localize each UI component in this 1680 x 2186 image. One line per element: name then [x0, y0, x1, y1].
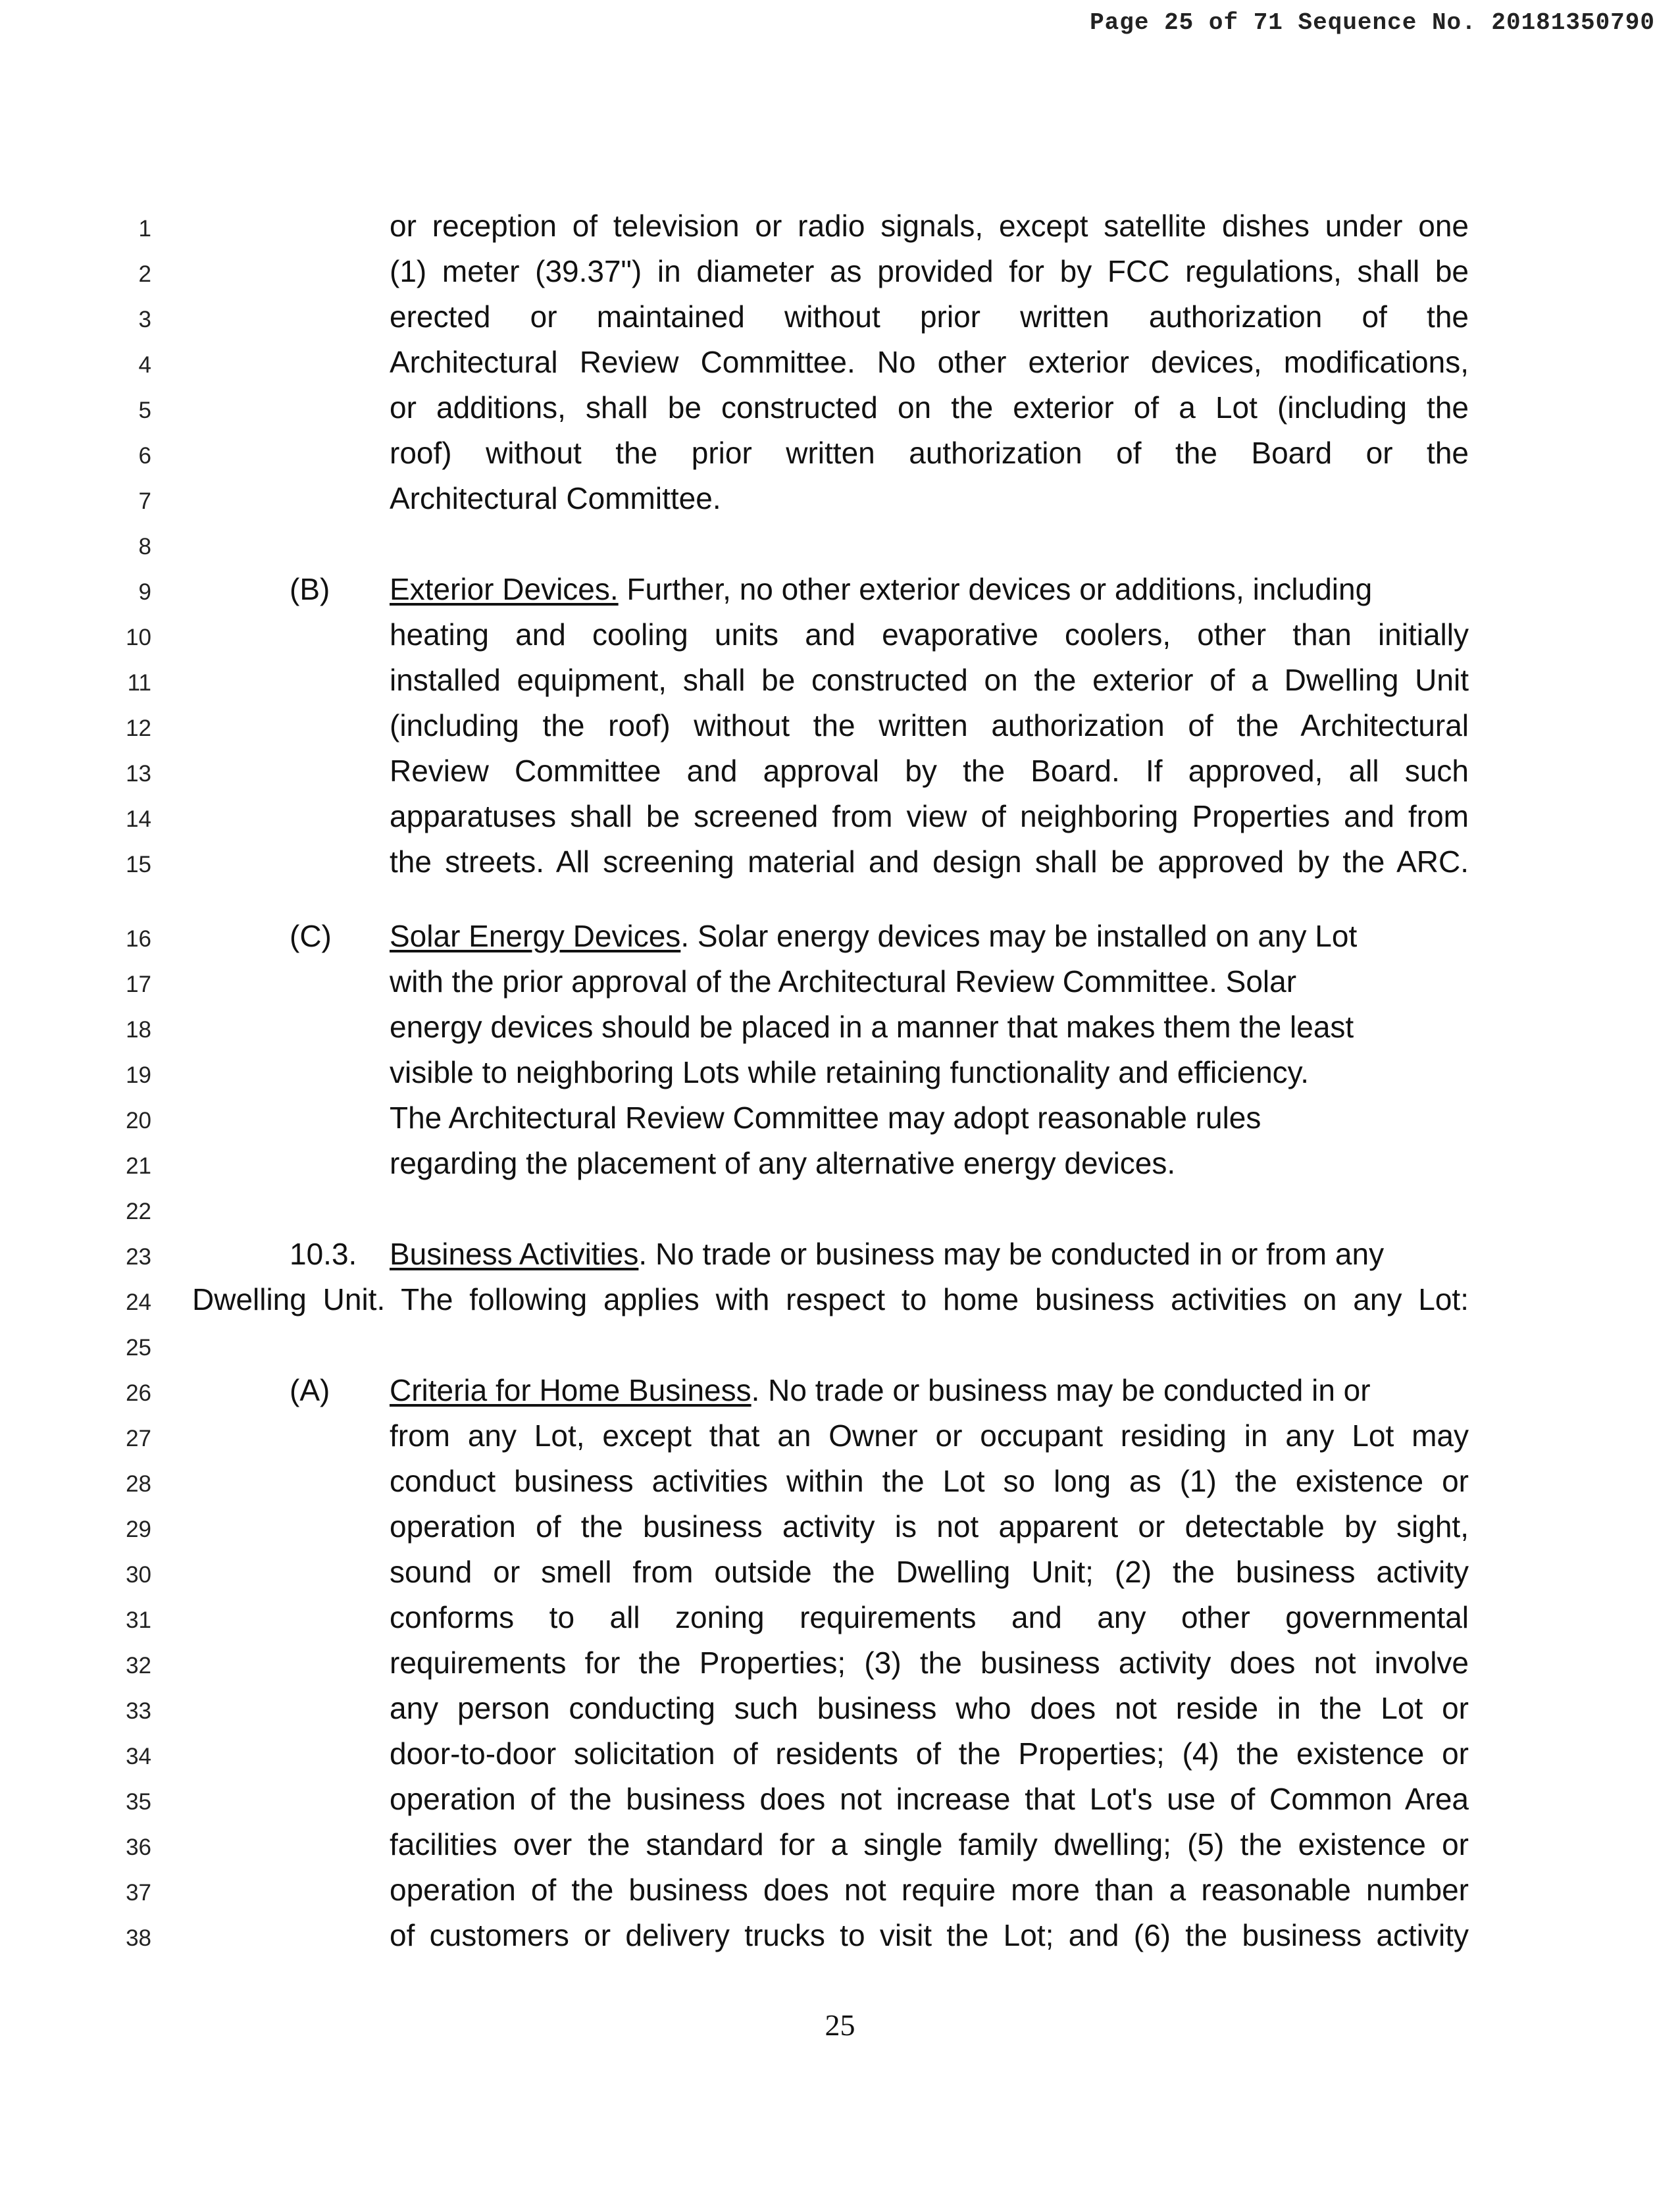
body-text-line: roof) without the prior written authorization of the Board or the: [390, 438, 1469, 470]
body-text-line: (including the roof) without the written authorization of the Architectural: [390, 710, 1469, 742]
line-number: 38: [126, 1925, 151, 1951]
body-text-line: erected or maintained without prior written authorization of the: [390, 301, 1469, 334]
body-text-line: The Architectural Review Committee may adopt reasonable rules: [390, 1101, 1261, 1135]
page-number: 25: [825, 2008, 855, 2042]
body-text: . No trade or business may be conducted in or from any: [638, 1237, 1385, 1271]
body-text-line: heating and cooling units and evaporative coolers, other than initially: [390, 619, 1469, 652]
section-heading: Solar Energy Devices: [390, 919, 681, 953]
body-text: . Solar energy devices may be installed on any Lot: [680, 919, 1358, 953]
line-number: 24: [126, 1289, 151, 1315]
business-activities-first-line: [390, 1239, 1384, 1269]
line-number: 27: [126, 1426, 151, 1451]
line-number: 35: [126, 1789, 151, 1815]
body-text-line: Review Committee and approval by the Board. If approved, all such: [390, 756, 1469, 788]
body-text-line: visible to neighboring Lots while retaining functionality and efficiency.: [390, 1055, 1310, 1089]
body-text: . No trade or business may be conducted in or: [751, 1373, 1371, 1407]
body-text-line: with the prior approval of the Architectural Review Committee. Solar: [390, 964, 1297, 999]
body-text-line: operation of the business activity is not apparent or detectable by sight,: [390, 1511, 1469, 1544]
line-number: 19: [126, 1062, 151, 1088]
line-number: 8: [138, 534, 151, 560]
document-header: Page 25 of 71 Sequence No. 20181350790: [1090, 9, 1655, 36]
line-number: 22: [126, 1199, 151, 1224]
section-heading: Criteria for Home Business: [390, 1373, 751, 1407]
body-text-line: any person conducting such business who does not reside in the Lot or: [390, 1693, 1469, 1725]
section-number: 10.3.: [290, 1237, 357, 1271]
body-text-line: door-to-door solicitation of residents of the Properties; (4) the existence or: [390, 1738, 1469, 1771]
line-number: 16: [126, 926, 151, 952]
line-number: 23: [126, 1244, 151, 1270]
line-number: 12: [126, 716, 151, 741]
body-text-line: operation of the business does not increase that Lot's use of Common Area: [390, 1784, 1469, 1816]
body-text-line: Dwelling Unit. The following applies with respect to home business activities on any Lot:: [192, 1284, 1469, 1316]
line-number: 20: [126, 1108, 151, 1133]
list-marker: (C): [290, 919, 332, 953]
line-number: 26: [126, 1380, 151, 1406]
body-text-line: apparatuses shall be screened from view of neighboring Properties and from: [390, 801, 1469, 833]
line-number: 11: [127, 670, 151, 696]
body-text-line: requirements for the Properties; (3) the business activity does not involve: [390, 1648, 1469, 1680]
body-text-line: conduct business activities within the Lot so long as (1) the existence or: [390, 1466, 1469, 1498]
line-number: 9: [138, 579, 151, 605]
body-text-line: the streets. All screening material and design shall be approved by the ARC.: [390, 846, 1469, 879]
line-number: 18: [126, 1017, 151, 1043]
body-text-line: conforms to all zoning requirements and any other governmental: [390, 1602, 1469, 1634]
line-number: 2: [138, 261, 151, 287]
line-number: 25: [126, 1335, 151, 1361]
line-number: 28: [126, 1471, 151, 1497]
body-text-line: installed equipment, shall be constructed on the exterior of a Dwelling Unit: [390, 665, 1469, 697]
body-text-line: regarding the placement of any alternative energy devices.: [390, 1146, 1176, 1180]
body-text-line: or additions, shall be constructed on the exterior of a Lot (including the: [390, 392, 1469, 425]
line-number: 7: [138, 488, 151, 514]
line-number: 6: [138, 443, 151, 469]
line-number: 17: [126, 972, 151, 997]
line-number: 36: [126, 1835, 151, 1860]
line-number: 31: [126, 1607, 151, 1633]
body-text-line: Architectural Committee.: [390, 481, 721, 515]
line-number: 14: [126, 806, 151, 832]
line-number: 10: [126, 625, 151, 650]
body-text-line: facilities over the standard for a single family dwelling; (5) the existence or: [390, 1829, 1469, 1861]
home-business-paragraph-first-line: [390, 1375, 1371, 1405]
line-number: 21: [126, 1153, 151, 1179]
body-text-line: or reception of television or radio signals, except satellite dishes under one: [390, 211, 1469, 243]
body-text-line: of customers or delivery trucks to visit the Lot; and (6) the business activity: [390, 1920, 1469, 1952]
line-number: 34: [126, 1744, 151, 1769]
body-text-line: sound or smell from outside the Dwelling Unit; (2) the business activity: [390, 1557, 1469, 1589]
exterior-devices-paragraph-first-line: [390, 574, 1372, 604]
solar-devices-paragraph-first-line: [390, 921, 1357, 951]
line-number: 30: [126, 1562, 151, 1588]
body-text-line: operation of the business does not require more than a reasonable number: [390, 1875, 1469, 1907]
line-number: 37: [126, 1880, 151, 1906]
line-number: 32: [126, 1653, 151, 1679]
section-heading: Business Activities: [390, 1237, 639, 1271]
line-number: 3: [138, 307, 151, 332]
body-text-line: (1) meter (39.37") in diameter as provided for by FCC regulations, shall be: [390, 256, 1469, 288]
body-text: Further, no other exterior devices or additions, including: [618, 572, 1373, 606]
body-text-line: energy devices should be placed in a manner that makes them the least: [390, 1010, 1354, 1044]
line-number: 33: [126, 1698, 151, 1724]
body-text-line: from any Lot, except that an Owner or occupant residing in any Lot may: [390, 1420, 1469, 1453]
line-number: 5: [138, 398, 151, 423]
list-marker: (A): [290, 1373, 330, 1407]
line-number: 13: [126, 761, 151, 787]
line-number: 1: [138, 216, 151, 242]
line-number: 4: [138, 352, 151, 378]
line-number: 29: [126, 1517, 151, 1542]
section-heading: Exterior Devices.: [390, 572, 619, 606]
body-text-line: Architectural Review Committee. No other exterior devices, modifications,: [390, 347, 1469, 379]
list-marker: (B): [290, 572, 330, 606]
line-number: 15: [126, 852, 151, 877]
